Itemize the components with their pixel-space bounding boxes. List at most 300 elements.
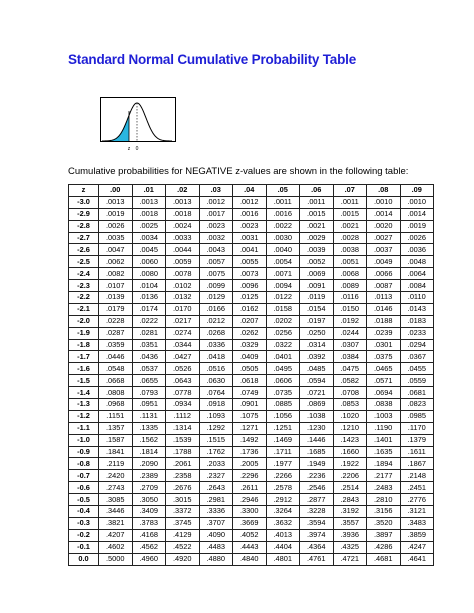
probability-cell: .0918 bbox=[199, 399, 233, 411]
probability-cell: .0036 bbox=[400, 244, 434, 256]
probability-cell: .0080 bbox=[132, 268, 166, 280]
probability-cell: .2578 bbox=[266, 482, 300, 494]
probability-cell: .0011 bbox=[333, 196, 367, 208]
probability-cell: .0427 bbox=[166, 351, 200, 363]
probability-cell: .3336 bbox=[199, 506, 233, 518]
probability-cell: .0294 bbox=[400, 339, 434, 351]
probability-cell: .1736 bbox=[233, 446, 267, 458]
probability-cell: .0170 bbox=[166, 303, 200, 315]
z-value-cell: -2.6 bbox=[69, 244, 99, 256]
zero-label: 0 bbox=[135, 146, 139, 152]
probability-cell: .2177 bbox=[367, 470, 401, 482]
probability-cell: .2061 bbox=[166, 458, 200, 470]
probability-cell: .4562 bbox=[132, 541, 166, 553]
probability-cell: .1660 bbox=[333, 446, 367, 458]
probability-cell: .4880 bbox=[199, 553, 233, 565]
probability-cell: .0582 bbox=[333, 375, 367, 387]
probability-cell: .0071 bbox=[266, 268, 300, 280]
probability-cell: .1131 bbox=[132, 410, 166, 422]
probability-cell: .0516 bbox=[199, 363, 233, 375]
probability-cell: .0016 bbox=[266, 208, 300, 220]
z-value-cell: -0.2 bbox=[69, 529, 99, 541]
probability-cell: .2843 bbox=[333, 494, 367, 506]
probability-cell: .0045 bbox=[132, 244, 166, 256]
table-row bbox=[69, 494, 434, 506]
z-value-cell: -2.3 bbox=[69, 280, 99, 292]
probability-cell: .0853 bbox=[333, 399, 367, 411]
probability-cell: .0465 bbox=[367, 363, 401, 375]
probability-cell: .1492 bbox=[233, 434, 267, 446]
probability-cell: .0132 bbox=[166, 292, 200, 304]
probability-cell: .2643 bbox=[199, 482, 233, 494]
probability-cell: .1075 bbox=[233, 410, 267, 422]
probability-cell: .2676 bbox=[166, 482, 200, 494]
probability-cell: .3228 bbox=[300, 506, 334, 518]
probability-cell: .4404 bbox=[266, 541, 300, 553]
probability-cell: .2912 bbox=[266, 494, 300, 506]
probability-cell: .3557 bbox=[333, 517, 367, 529]
header-col: .01 bbox=[132, 185, 166, 197]
table-row bbox=[69, 196, 434, 208]
probability-cell: .0087 bbox=[367, 280, 401, 292]
probability-cell: .0143 bbox=[400, 303, 434, 315]
probability-cell: .0136 bbox=[132, 292, 166, 304]
probability-cell: .0018 bbox=[166, 208, 200, 220]
probability-cell: .3121 bbox=[400, 506, 434, 518]
probability-cell: .3632 bbox=[266, 517, 300, 529]
probability-cell: .0179 bbox=[99, 303, 133, 315]
probability-cell: .2236 bbox=[300, 470, 334, 482]
probability-cell: .0630 bbox=[199, 375, 233, 387]
probability-cell: .0217 bbox=[166, 315, 200, 327]
z-value-cell: -0.9 bbox=[69, 446, 99, 458]
probability-cell: .0096 bbox=[233, 280, 267, 292]
z-value-cell: -0.6 bbox=[69, 482, 99, 494]
probability-cell: .0014 bbox=[367, 208, 401, 220]
table-row bbox=[69, 399, 434, 411]
probability-cell: .0262 bbox=[233, 327, 267, 339]
probability-cell: .0047 bbox=[99, 244, 133, 256]
z-value-cell: -0.3 bbox=[69, 517, 99, 529]
probability-cell: .3859 bbox=[400, 529, 434, 541]
table-row bbox=[69, 506, 434, 518]
probability-cell: .1562 bbox=[132, 434, 166, 446]
z-value-cell: -2.4 bbox=[69, 268, 99, 280]
probability-cell: .0129 bbox=[199, 292, 233, 304]
probability-cell: .1423 bbox=[333, 434, 367, 446]
table-row bbox=[69, 541, 434, 553]
z-value-cell: -2.5 bbox=[69, 256, 99, 268]
table-row bbox=[69, 434, 434, 446]
probability-cell: .0150 bbox=[333, 303, 367, 315]
probability-cell: .0039 bbox=[300, 244, 334, 256]
probability-cell: .1093 bbox=[199, 410, 233, 422]
probability-cell: .0110 bbox=[400, 292, 434, 304]
probability-cell: .1977 bbox=[266, 458, 300, 470]
probability-cell: .0014 bbox=[400, 208, 434, 220]
probability-cell: .4247 bbox=[400, 541, 434, 553]
probability-cell: .0020 bbox=[367, 220, 401, 232]
probability-cell: .0192 bbox=[333, 315, 367, 327]
probability-cell: .0418 bbox=[199, 351, 233, 363]
probability-cell: .0146 bbox=[367, 303, 401, 315]
probability-cell: .1112 bbox=[166, 410, 200, 422]
probability-cell: .3783 bbox=[132, 517, 166, 529]
probability-cell: .0188 bbox=[367, 315, 401, 327]
probability-cell: .0643 bbox=[166, 375, 200, 387]
table-row bbox=[69, 422, 434, 434]
probability-cell: .4168 bbox=[132, 529, 166, 541]
header-col: .08 bbox=[367, 185, 401, 197]
probability-cell: .2743 bbox=[99, 482, 133, 494]
probability-cell: .0239 bbox=[367, 327, 401, 339]
probability-cell: .0062 bbox=[99, 256, 133, 268]
probability-cell: .0069 bbox=[300, 268, 334, 280]
probability-cell: .1038 bbox=[300, 410, 334, 422]
probability-cell: .1151 bbox=[99, 410, 133, 422]
probability-cell: .0018 bbox=[132, 208, 166, 220]
probability-cell: .1003 bbox=[367, 410, 401, 422]
probability-cell: .0287 bbox=[99, 327, 133, 339]
probability-cell: .0021 bbox=[333, 220, 367, 232]
z-value-cell: -2.9 bbox=[69, 208, 99, 220]
probability-cell: .2877 bbox=[300, 494, 334, 506]
probability-cell: .1190 bbox=[367, 422, 401, 434]
probability-cell: .0721 bbox=[300, 387, 334, 399]
table-row bbox=[69, 470, 434, 482]
probability-cell: .0023 bbox=[199, 220, 233, 232]
probability-cell: .0537 bbox=[132, 363, 166, 375]
probability-cell: .0951 bbox=[132, 399, 166, 411]
probability-cell: .0401 bbox=[266, 351, 300, 363]
probability-cell: .0082 bbox=[99, 268, 133, 280]
header-col: .07 bbox=[333, 185, 367, 197]
probability-cell: .3594 bbox=[300, 517, 334, 529]
probability-cell: .1314 bbox=[166, 422, 200, 434]
probability-cell: .0446 bbox=[99, 351, 133, 363]
z-value-cell: -2.8 bbox=[69, 220, 99, 232]
probability-cell: .0367 bbox=[400, 351, 434, 363]
probability-cell: .1762 bbox=[199, 446, 233, 458]
probability-cell: .0075 bbox=[199, 268, 233, 280]
probability-cell: .0041 bbox=[233, 244, 267, 256]
table-row bbox=[69, 292, 434, 304]
probability-cell: .2420 bbox=[99, 470, 133, 482]
probability-cell: .0485 bbox=[300, 363, 334, 375]
probability-cell: .2266 bbox=[266, 470, 300, 482]
probability-cell: .0233 bbox=[400, 327, 434, 339]
probability-cell: .2206 bbox=[333, 470, 367, 482]
probability-cell: .0015 bbox=[300, 208, 334, 220]
probability-cell: .1469 bbox=[266, 434, 300, 446]
probability-cell: .0475 bbox=[333, 363, 367, 375]
probability-cell: .2033 bbox=[199, 458, 233, 470]
probability-cell: .1587 bbox=[99, 434, 133, 446]
probability-cell: .1635 bbox=[367, 446, 401, 458]
probability-cell: .0901 bbox=[233, 399, 267, 411]
z-value-cell: -1.9 bbox=[69, 327, 99, 339]
probability-cell: .0985 bbox=[400, 410, 434, 422]
z-value-cell: -1.6 bbox=[69, 363, 99, 375]
z-table bbox=[68, 184, 434, 566]
probability-cell: .4721 bbox=[333, 553, 367, 565]
probability-cell: .0016 bbox=[233, 208, 267, 220]
table-row bbox=[69, 375, 434, 387]
probability-cell: .1251 bbox=[266, 422, 300, 434]
probability-cell: .0548 bbox=[99, 363, 133, 375]
probability-cell: .0139 bbox=[99, 292, 133, 304]
probability-cell: .0059 bbox=[166, 256, 200, 268]
probability-cell: .0336 bbox=[199, 339, 233, 351]
probability-cell: .0025 bbox=[132, 220, 166, 232]
probability-cell: .2810 bbox=[367, 494, 401, 506]
table-row bbox=[69, 327, 434, 339]
probability-cell: .3974 bbox=[300, 529, 334, 541]
probability-cell: .0043 bbox=[199, 244, 233, 256]
probability-cell: .5000 bbox=[99, 553, 133, 565]
z-value-cell: -1.4 bbox=[69, 387, 99, 399]
probability-cell: .0606 bbox=[266, 375, 300, 387]
probability-cell: .1379 bbox=[400, 434, 434, 446]
table-header-row bbox=[69, 185, 434, 197]
probability-cell: .0104 bbox=[132, 280, 166, 292]
probability-cell: .0078 bbox=[166, 268, 200, 280]
probability-cell: .0107 bbox=[99, 280, 133, 292]
probability-cell: .2005 bbox=[233, 458, 267, 470]
page-title: Standard Normal Cumulative Probability Table bbox=[68, 52, 357, 67]
z-value-cell: -1.8 bbox=[69, 339, 99, 351]
probability-cell: .0823 bbox=[400, 399, 434, 411]
probability-cell: .1611 bbox=[400, 446, 434, 458]
probability-cell: .0869 bbox=[300, 399, 334, 411]
probability-cell: .1056 bbox=[266, 410, 300, 422]
probability-cell: .0571 bbox=[367, 375, 401, 387]
probability-cell: .2981 bbox=[199, 494, 233, 506]
z-value-cell: -1.0 bbox=[69, 434, 99, 446]
probability-cell: .0055 bbox=[233, 256, 267, 268]
probability-cell: .0073 bbox=[233, 268, 267, 280]
table-row bbox=[69, 232, 434, 244]
probability-cell: .0028 bbox=[333, 232, 367, 244]
z-value-cell: -1.2 bbox=[69, 410, 99, 422]
probability-cell: .3264 bbox=[266, 506, 300, 518]
figure-frame bbox=[101, 98, 176, 142]
probability-cell: .1867 bbox=[400, 458, 434, 470]
probability-cell: .0618 bbox=[233, 375, 267, 387]
probability-cell: .1401 bbox=[367, 434, 401, 446]
probability-cell: .0013 bbox=[99, 196, 133, 208]
probability-cell: .1170 bbox=[400, 422, 434, 434]
probability-cell: .2358 bbox=[166, 470, 200, 482]
probability-cell: .3446 bbox=[99, 506, 133, 518]
probability-cell: .0166 bbox=[199, 303, 233, 315]
probability-cell: .0764 bbox=[199, 387, 233, 399]
table-row bbox=[69, 363, 434, 375]
probability-cell: .3821 bbox=[99, 517, 133, 529]
probability-cell: .0301 bbox=[367, 339, 401, 351]
table-row bbox=[69, 208, 434, 220]
header-col: .05 bbox=[266, 185, 300, 197]
probability-cell: .0023 bbox=[233, 220, 267, 232]
probability-cell: .0113 bbox=[367, 292, 401, 304]
probability-cell: .0455 bbox=[400, 363, 434, 375]
probability-cell: .2451 bbox=[400, 482, 434, 494]
z-value-cell: -0.4 bbox=[69, 506, 99, 518]
z-value-cell: -3.0 bbox=[69, 196, 99, 208]
probability-cell: .4801 bbox=[266, 553, 300, 565]
probability-cell: .4522 bbox=[166, 541, 200, 553]
probability-cell: .1685 bbox=[300, 446, 334, 458]
probability-cell: .1814 bbox=[132, 446, 166, 458]
probability-cell: .0375 bbox=[367, 351, 401, 363]
probability-cell: .0052 bbox=[300, 256, 334, 268]
table-row bbox=[69, 446, 434, 458]
probability-cell: .3192 bbox=[333, 506, 367, 518]
probability-cell: .0793 bbox=[132, 387, 166, 399]
table-row bbox=[69, 220, 434, 232]
probability-cell: .0222 bbox=[132, 315, 166, 327]
probability-cell: .0344 bbox=[166, 339, 200, 351]
table-row bbox=[69, 268, 434, 280]
probability-cell: .0668 bbox=[99, 375, 133, 387]
probability-cell: .0021 bbox=[300, 220, 334, 232]
z-value-cell: -0.1 bbox=[69, 541, 99, 553]
probability-cell: .0031 bbox=[233, 232, 267, 244]
probability-cell: .0010 bbox=[400, 196, 434, 208]
probability-cell: .0029 bbox=[300, 232, 334, 244]
probability-cell: .4840 bbox=[233, 553, 267, 565]
probability-cell: .0392 bbox=[300, 351, 334, 363]
probability-cell: .0015 bbox=[333, 208, 367, 220]
probability-cell: .0024 bbox=[166, 220, 200, 232]
probability-cell: .3050 bbox=[132, 494, 166, 506]
header-col: .04 bbox=[233, 185, 267, 197]
probability-cell: .1515 bbox=[199, 434, 233, 446]
header-col: .00 bbox=[99, 185, 133, 197]
probability-cell: .4602 bbox=[99, 541, 133, 553]
probability-cell: .0749 bbox=[233, 387, 267, 399]
probability-cell: .0011 bbox=[266, 196, 300, 208]
header-z: z bbox=[69, 185, 99, 197]
z-value-cell: -1.7 bbox=[69, 351, 99, 363]
probability-cell: .2148 bbox=[400, 470, 434, 482]
probability-cell: .0017 bbox=[199, 208, 233, 220]
table-caption: Cumulative probabilities for NEGATIVE z-values are shown in the following table: bbox=[68, 166, 409, 177]
probability-cell: .0934 bbox=[166, 399, 200, 411]
normal-curve-figure bbox=[100, 97, 176, 152]
probability-cell: .0019 bbox=[400, 220, 434, 232]
probability-cell: .0228 bbox=[99, 315, 133, 327]
probability-cell: .1020 bbox=[333, 410, 367, 422]
probability-cell: .0885 bbox=[266, 399, 300, 411]
probability-cell: .2946 bbox=[233, 494, 267, 506]
probability-cell: .1711 bbox=[266, 446, 300, 458]
probability-cell: .0034 bbox=[132, 232, 166, 244]
probability-cell: .0125 bbox=[233, 292, 267, 304]
table-row bbox=[69, 256, 434, 268]
probability-cell: .0655 bbox=[132, 375, 166, 387]
probability-cell: .0212 bbox=[199, 315, 233, 327]
header-col: .03 bbox=[199, 185, 233, 197]
probability-cell: .0064 bbox=[400, 268, 434, 280]
z-value-cell: -0.7 bbox=[69, 470, 99, 482]
probability-cell: .4325 bbox=[333, 541, 367, 553]
probability-cell: .4920 bbox=[166, 553, 200, 565]
probability-cell: .2514 bbox=[333, 482, 367, 494]
header-col: .02 bbox=[166, 185, 200, 197]
z-value-cell: 0.0 bbox=[69, 553, 99, 565]
probability-cell: .0099 bbox=[199, 280, 233, 292]
probability-cell: .4129 bbox=[166, 529, 200, 541]
z-value-cell: -0.5 bbox=[69, 494, 99, 506]
probability-cell: .0359 bbox=[99, 339, 133, 351]
probability-cell: .0708 bbox=[333, 387, 367, 399]
probability-cell: .0207 bbox=[233, 315, 267, 327]
probability-cell: .0049 bbox=[367, 256, 401, 268]
probability-cell: .0048 bbox=[400, 256, 434, 268]
probability-cell: .0162 bbox=[233, 303, 267, 315]
probability-cell: .0038 bbox=[333, 244, 367, 256]
probability-cell: .0526 bbox=[166, 363, 200, 375]
probability-cell: .0027 bbox=[367, 232, 401, 244]
probability-cell: .0351 bbox=[132, 339, 166, 351]
probability-cell: .1271 bbox=[233, 422, 267, 434]
probability-cell: .0119 bbox=[300, 292, 334, 304]
probability-cell: .1894 bbox=[367, 458, 401, 470]
probability-cell: .4443 bbox=[233, 541, 267, 553]
probability-cell: .0013 bbox=[132, 196, 166, 208]
table-row bbox=[69, 339, 434, 351]
table-row bbox=[69, 387, 434, 399]
probability-cell: .0384 bbox=[333, 351, 367, 363]
probability-cell: .0202 bbox=[266, 315, 300, 327]
probability-cell: .4681 bbox=[367, 553, 401, 565]
probability-cell: .4286 bbox=[367, 541, 401, 553]
probability-cell: .2611 bbox=[233, 482, 267, 494]
probability-cell: .0158 bbox=[266, 303, 300, 315]
table-row bbox=[69, 410, 434, 422]
probability-cell: .2296 bbox=[233, 470, 267, 482]
probability-cell: .0068 bbox=[333, 268, 367, 280]
table-row bbox=[69, 553, 434, 565]
probability-cell: .0040 bbox=[266, 244, 300, 256]
probability-cell: .0183 bbox=[400, 315, 434, 327]
probability-cell: .4364 bbox=[300, 541, 334, 553]
z-label: z bbox=[127, 146, 131, 152]
probability-cell: .2709 bbox=[132, 482, 166, 494]
z-value-cell: -1.1 bbox=[69, 422, 99, 434]
probability-cell: .3156 bbox=[367, 506, 401, 518]
probability-cell: .0968 bbox=[99, 399, 133, 411]
probability-cell: .4052 bbox=[233, 529, 267, 541]
probability-cell: .0116 bbox=[333, 292, 367, 304]
probability-cell: .1335 bbox=[132, 422, 166, 434]
probability-cell: .0030 bbox=[266, 232, 300, 244]
header-col: .09 bbox=[400, 185, 434, 197]
probability-cell: .0154 bbox=[300, 303, 334, 315]
probability-cell: .0808 bbox=[99, 387, 133, 399]
probability-cell: .1841 bbox=[99, 446, 133, 458]
probability-cell: .3015 bbox=[166, 494, 200, 506]
probability-cell: .4013 bbox=[266, 529, 300, 541]
probability-cell: .0019 bbox=[99, 208, 133, 220]
probability-cell: .1230 bbox=[300, 422, 334, 434]
probability-cell: .2119 bbox=[99, 458, 133, 470]
z-value-cell: -2.7 bbox=[69, 232, 99, 244]
probability-cell: .0250 bbox=[300, 327, 334, 339]
probability-cell: .0329 bbox=[233, 339, 267, 351]
table-row bbox=[69, 458, 434, 470]
